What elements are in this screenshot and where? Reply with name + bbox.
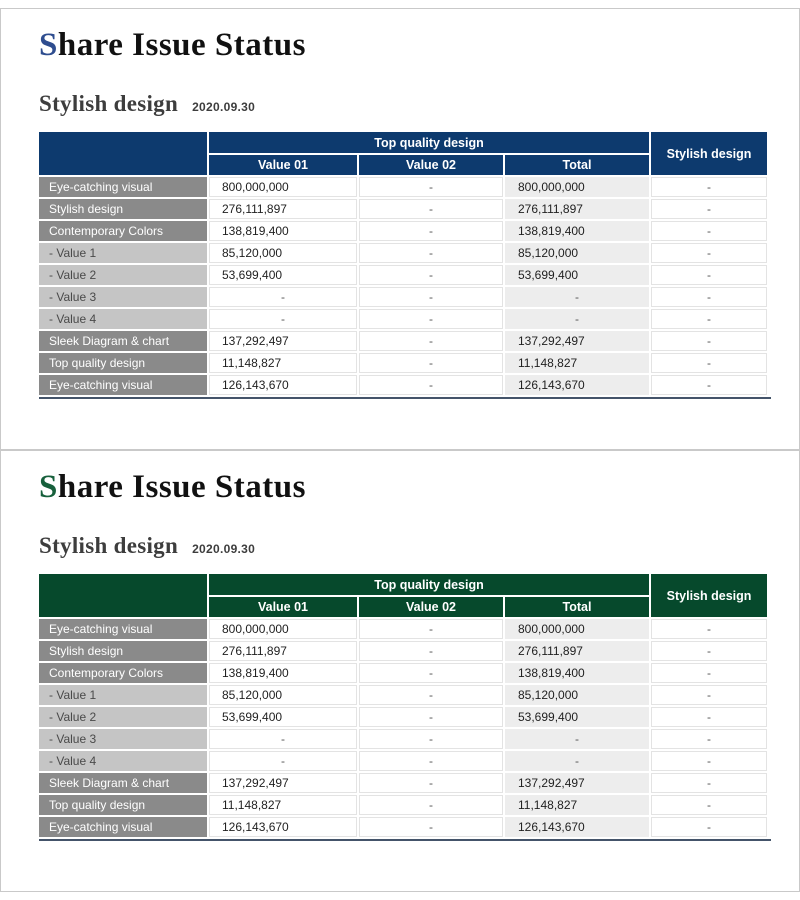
row-label-cell: Eye-catching visual	[39, 375, 207, 395]
col-header-total: Total	[505, 597, 649, 617]
table-row	[39, 773, 767, 793]
cell-value01: 137,292,497	[209, 773, 357, 793]
cell-extra: -	[651, 729, 767, 749]
cell-extra: -	[651, 641, 767, 661]
row-label-cell: - Value 1	[39, 685, 207, 705]
cell-extra: -	[651, 221, 767, 241]
cell-total: -	[505, 287, 649, 307]
right-header-cell: Stylish design	[651, 574, 767, 617]
title-text: hare Issue Status	[57, 469, 306, 505]
row-label-cell: - Value 4	[39, 751, 207, 771]
right-header-cell: Stylish design	[651, 132, 767, 175]
cell-total: -	[505, 729, 649, 749]
table-row	[39, 331, 767, 351]
cell-total: 126,143,670	[505, 375, 649, 395]
cell-extra: -	[651, 375, 767, 395]
panel-green	[0, 450, 800, 892]
cell-value02: -	[359, 663, 503, 683]
cell-extra: -	[651, 707, 767, 727]
cell-value01: 11,148,827	[209, 353, 357, 373]
data-table	[37, 572, 769, 839]
cell-value01: 11,148,827	[209, 795, 357, 815]
cell-extra: -	[651, 773, 767, 793]
group-header-cell: Top quality design	[209, 574, 649, 595]
cell-extra: -	[651, 287, 767, 307]
cell-total: 276,111,897	[505, 199, 649, 219]
cell-extra: -	[651, 685, 767, 705]
row-label-cell: - Value 3	[39, 729, 207, 749]
cell-extra: -	[651, 663, 767, 683]
table-row	[39, 729, 767, 749]
cell-total: 137,292,497	[505, 331, 649, 351]
cell-value01: -	[209, 287, 357, 307]
cell-value02: -	[359, 331, 503, 351]
cell-value02: -	[359, 375, 503, 395]
panel-blue	[0, 8, 800, 450]
cell-extra: -	[651, 265, 767, 285]
table-corner-cell	[39, 132, 207, 175]
row-label-cell: Contemporary Colors	[39, 663, 207, 683]
cell-value01: 800,000,000	[209, 619, 357, 639]
table-row	[39, 663, 767, 683]
cell-total: 126,143,670	[505, 817, 649, 837]
subtitle-row	[39, 91, 769, 117]
cell-value01: 138,819,400	[209, 663, 357, 683]
section-subtitle: Stylish design	[39, 533, 179, 559]
row-label-cell: Eye-catching visual	[39, 817, 207, 837]
cell-extra: -	[651, 177, 767, 197]
table-row	[39, 177, 767, 197]
col-header-value01: Value 01	[209, 155, 357, 175]
col-header-value02: Value 02	[359, 155, 503, 175]
table-row	[39, 199, 767, 219]
table-row	[39, 265, 767, 285]
cell-value01: 276,111,897	[209, 199, 357, 219]
cell-value02: -	[359, 243, 503, 263]
table-row	[39, 707, 767, 727]
col-header-total: Total	[505, 155, 649, 175]
cell-value01: 53,699,400	[209, 265, 357, 285]
row-label-cell: Contemporary Colors	[39, 221, 207, 241]
table-row	[39, 817, 767, 837]
page-title	[39, 27, 769, 63]
table-row	[39, 309, 767, 329]
cell-value02: -	[359, 773, 503, 793]
cell-extra: -	[651, 817, 767, 837]
cell-total: 53,699,400	[505, 707, 649, 727]
cell-total: 138,819,400	[505, 221, 649, 241]
cell-value02: -	[359, 177, 503, 197]
page-title	[39, 469, 769, 505]
cell-total: 85,120,000	[505, 243, 649, 263]
table-row	[39, 243, 767, 263]
cell-extra: -	[651, 795, 767, 815]
cell-value02: -	[359, 817, 503, 837]
table-wrapper	[39, 572, 771, 841]
table-row	[39, 751, 767, 771]
col-header-value01: Value 01	[209, 597, 357, 617]
table-row	[39, 641, 767, 661]
cell-total: 11,148,827	[505, 795, 649, 815]
cell-total: 53,699,400	[505, 265, 649, 285]
title-accent-letter: S	[39, 469, 58, 505]
cell-total: 138,819,400	[505, 663, 649, 683]
cell-value01: 137,292,497	[209, 331, 357, 351]
cell-total: 800,000,000	[505, 177, 649, 197]
cell-value02: -	[359, 751, 503, 771]
table-row	[39, 795, 767, 815]
cell-value01: 85,120,000	[209, 685, 357, 705]
cell-value02: -	[359, 641, 503, 661]
cell-total: 11,148,827	[505, 353, 649, 373]
table-row	[39, 685, 767, 705]
cell-extra: -	[651, 243, 767, 263]
cell-extra: -	[651, 619, 767, 639]
title-text: hare Issue Status	[57, 27, 306, 63]
row-label-cell: - Value 2	[39, 707, 207, 727]
table-row	[39, 375, 767, 395]
cell-extra: -	[651, 353, 767, 373]
cell-value01: 126,143,670	[209, 817, 357, 837]
table-corner-cell	[39, 574, 207, 617]
table-row	[39, 221, 767, 241]
cell-value02: -	[359, 619, 503, 639]
group-header-cell: Top quality design	[209, 132, 649, 153]
cell-value01: 138,819,400	[209, 221, 357, 241]
cell-value02: -	[359, 685, 503, 705]
cell-total: 137,292,497	[505, 773, 649, 793]
cell-value02: -	[359, 309, 503, 329]
cell-total: -	[505, 751, 649, 771]
cell-total: 800,000,000	[505, 619, 649, 639]
cell-value01: 53,699,400	[209, 707, 357, 727]
row-label-cell: Sleek Diagram & chart	[39, 331, 207, 351]
table-row	[39, 287, 767, 307]
cell-value02: -	[359, 729, 503, 749]
row-label-cell: Eye-catching visual	[39, 619, 207, 639]
report-date: 2020.09.30	[192, 542, 256, 557]
cell-extra: -	[651, 199, 767, 219]
cell-value02: -	[359, 353, 503, 373]
cell-value02: -	[359, 707, 503, 727]
row-label-cell: Top quality design	[39, 353, 207, 373]
title-accent-letter: S	[39, 27, 58, 63]
cell-value02: -	[359, 287, 503, 307]
subtitle-row	[39, 533, 769, 559]
row-label-cell: Stylish design	[39, 641, 207, 661]
cell-value01: 800,000,000	[209, 177, 357, 197]
row-label-cell: Sleek Diagram & chart	[39, 773, 207, 793]
cell-value01: -	[209, 309, 357, 329]
cell-total: 276,111,897	[505, 641, 649, 661]
row-label-cell: Eye-catching visual	[39, 177, 207, 197]
section-subtitle: Stylish design	[39, 91, 179, 117]
row-label-cell: - Value 2	[39, 265, 207, 285]
row-label-cell: Stylish design	[39, 199, 207, 219]
table-row	[39, 619, 767, 639]
cell-value01: -	[209, 729, 357, 749]
cell-value01: 276,111,897	[209, 641, 357, 661]
row-label-cell: - Value 1	[39, 243, 207, 263]
cell-value01: -	[209, 751, 357, 771]
cell-total: 85,120,000	[505, 685, 649, 705]
report-date: 2020.09.30	[192, 100, 256, 115]
cell-extra: -	[651, 309, 767, 329]
row-label-cell: - Value 4	[39, 309, 207, 329]
cell-value02: -	[359, 795, 503, 815]
row-label-cell: Top quality design	[39, 795, 207, 815]
cell-extra: -	[651, 331, 767, 351]
row-label-cell: - Value 3	[39, 287, 207, 307]
col-header-value02: Value 02	[359, 597, 503, 617]
cell-total: -	[505, 309, 649, 329]
cell-value02: -	[359, 199, 503, 219]
table-wrapper	[39, 130, 771, 399]
cell-value02: -	[359, 221, 503, 241]
cell-value02: -	[359, 265, 503, 285]
cell-value01: 126,143,670	[209, 375, 357, 395]
cell-value01: 85,120,000	[209, 243, 357, 263]
cell-extra: -	[651, 751, 767, 771]
table-row	[39, 353, 767, 373]
data-table	[37, 130, 769, 397]
